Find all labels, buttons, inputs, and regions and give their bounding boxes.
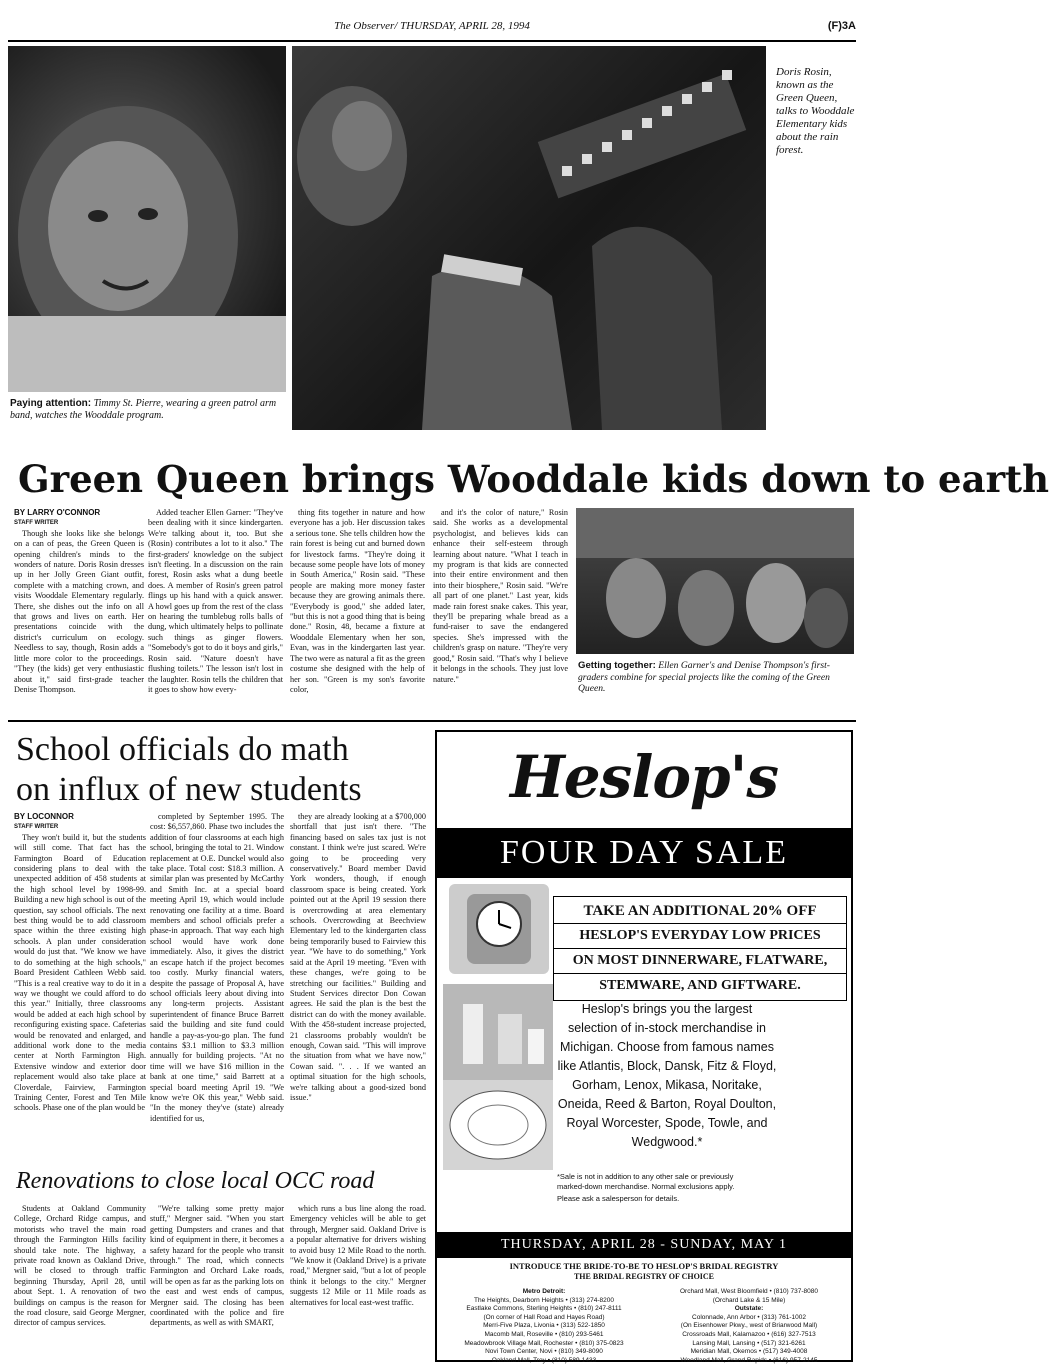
header-rule: [8, 40, 856, 42]
sale-dates-banner: THURSDAY, APRIL 28 - SUNDAY, MAY 1: [437, 1232, 851, 1258]
crystal-icon: [443, 984, 553, 1080]
store-line: Eastlake Commons, Sterling Heights • (810) 247-8111: [466, 1305, 622, 1313]
glassware-image: [443, 984, 553, 1080]
staff-label: STAFF WRITER: [14, 824, 59, 831]
caption-text: Timmy St. Pierre, wearing a green patrol arm band, watches the Wooddale program.: [10, 398, 277, 421]
green-queen-col-3: [290, 508, 425, 704]
clock-icon: [449, 884, 549, 974]
store-line: Novi Town Center, Novi • (810) 349-8090: [485, 1348, 603, 1356]
story-text: completed by September 1995. The cost: $6,557,860. Phase two includes the addition of four classrooms at each high school, bringing the total to 21. Window replacement at O.E. Dunckel would also take place. Total cost: $18.3 million. A similar plan was presented by McCarthy and Smith Inc. at a special board meeting April 19, which would include renovating one facility at a time. Board members and school officials prefer a phase-in approach. That way each high school would have work done immediately. Also, it gives the district an escape hatch if the project becomes too costly. Murky financial waters, despite the passage of Proposal A, have school officials leery about diving into any long-term projects. Assistant superintendent of finance Bruce Barrett said the building and site fund could handle a pay-as-you-go plan. The fund contains $3.1 million to $3.3 million annually for building projects. "At no time will we have $16 million in the bank at one time," said Barrett at a special board meeting April 19. "We know we're OK this year," Webb said. "In the money they've (state) already identified for us,: [150, 812, 284, 1123]
photo-timmy-art: [8, 46, 286, 392]
byline: BY LARRY O'CONNOR: [14, 508, 101, 517]
school-col-2: [150, 812, 284, 1162]
offer-line-4: STEMWARE, AND GIFTWARE.: [599, 978, 801, 993]
headline-line-1: School officials do math: [16, 731, 349, 768]
story-text: they are already looking at a $700,000 shortfall that just isn't there. "The financing based on sales tax just is not constant. I think we're just scared. We're going to be proceeding very conservatively." Board member David York wonders, though, if enough classroom space is being created. York pointed out at the April 19 session there is overcrowding at area elementary schools. Overcrowding at Beechview Elementary led to the kindergarten class being temporarily bused to Fairview this year. "We have to do something," York said at the April 19 meeting. "Even with these changes, we're going to be stretching our facilities." Building and Student Services director Don Cowan agrees. He said the plan is the best the district can do with the money available. With the 458-student increase projected, 21 classrooms probably wouldn't be enough, Cowan said. "This will improve the situation from what we have now," Cowan said. ". . . If we wanted an optimal situation for the high schools, we're talking about a good-sized bond issue.": [290, 812, 426, 1102]
photo-classroom-caption: [578, 660, 854, 695]
fine-print-2: Please ask a salesperson for details.: [557, 1194, 680, 1203]
sale-banner: FOUR DAY SALE: [437, 828, 851, 878]
caption-label: Getting together:: [578, 660, 656, 671]
green-queen-col-2: [148, 508, 283, 704]
ad-brand-logo: [437, 732, 851, 828]
photo-timmy-caption: [10, 398, 286, 422]
page-number: (F)3A: [827, 20, 856, 32]
ad-body-copy: Heslop's brings you the largest selection of in-stock merchandise in Michigan. Choose from famous names like Atlantis, Block, Dansk, Fitz & Floyd, Gorham, Lenox, Mikasa, Noritake, Oneida, Reed & Barton, Royal Doulton, Royal Worcester, Spode, Towle, and Wedgwood.*: [557, 1002, 777, 1149]
story-text: Added teacher Ellen Garner: "They've been dealing with it since kindergarten. We're talking about it, too. But she (Rosin) contributes a lot to it also." The first-graders' knowledge on the subject isn't fleeting. In a discussion on the rain forest, Rosin asks what a dung beetle does. A member of Rosin's green patrol flings up his hand with a quick answer. A howl goes up from the rest of the class on hearing the tumblebug rolls balls of dung, which ultimately helps to pollinate such things as ginger flowers. "Somebody's got to do it boys and girls," Rosin said. "Nature doesn't have flushing toilets." The lesson isn't lost in the laughter. Rosin tells the children that it goes to show how every-: [148, 508, 283, 694]
occ-col-3: [290, 1204, 426, 1362]
registry-banner: [437, 1261, 851, 1282]
store-line: Meridian Mall, Okemos • (517) 349-4008: [690, 1348, 808, 1356]
photo-green-queen: [292, 46, 766, 430]
page-header: [0, 20, 864, 40]
fine-print-1: *Sale is not in addition to any other sale or previously marked-down merchandise. Normal exclusions apply.: [557, 1172, 735, 1191]
store-line: (On Eisenhower Pkwy., west of Briarwood Mall): [680, 1322, 818, 1330]
story-text: "We're talking some pretty major stuff," Mergner said. "When you start getting Dumpsters and cranes and that kind of equipment in there, it becomes a safety hazard for the people who transit through." The road, which connects Farmington and Orchard Lake roads, will be open as far as the parking lots on the east and west ends of campus, Mergner said. The closing has been coordinated with the police and fire departments, as well as with SMART,: [150, 1204, 284, 1328]
store-line: Woodland Mall, Grand Rapids • (616) 957-2145: [680, 1356, 818, 1364]
offer-box: [553, 896, 847, 1001]
heslops-ad: [435, 730, 853, 1362]
store-line: The Heights, Dearborn Heights • (313) 274-8200: [474, 1296, 614, 1304]
store-line: Merri-Five Plaza, Livonia • (313) 522-1850: [483, 1322, 605, 1330]
green-queen-col-1: [14, 508, 144, 704]
story-text: Students at Oakland Community College, Orchard Ridge campus, and motorists who travel the main road through the Farmington Hills facility should take note. The highway, a private road known as Oakland Drive, will be closed to through traffic beginning Thursday, April 28, until about Sept. 1. A renovation of two buildings on campus is the reason for the road closure, said George Mergner, director of campus services.: [14, 1204, 146, 1328]
caption-label: Paying attention:: [10, 398, 92, 409]
photo-classroom: [576, 508, 854, 654]
outstate-heading: Outstate:: [734, 1305, 764, 1313]
store-line: Lansing Mall, Lansing • (517) 321-6261: [692, 1339, 806, 1347]
photo-timmy: [8, 46, 286, 392]
store-line: Crossroads Mall, Kalamazoo • (616) 327-7513: [682, 1330, 816, 1338]
store-line: Oakland Mall, Troy • (810) 589-1433: [491, 1356, 597, 1364]
store-line: (Orchard Lake & 15 Mile): [712, 1296, 786, 1304]
offer-line-1: TAKE AN ADDITIONAL 20% OFF: [554, 899, 846, 924]
headline-green-queen: Green Queen brings Wooddale kids down to earth: [18, 457, 1049, 501]
store-line: Orchard Mall, West Bloomfield • (810) 737-8080: [680, 1288, 818, 1295]
metro-heading: Metro Detroit:: [522, 1288, 566, 1295]
green-queen-col-4: [433, 508, 568, 704]
photo-green-queen-art: [292, 46, 766, 430]
occ-col-2: [150, 1204, 284, 1362]
section-rule: [8, 720, 856, 722]
headline-occ-road: Renovations to close local OCC road: [16, 1168, 375, 1194]
dinnerware-image: [443, 1080, 553, 1170]
registry-line-2: THE BRIDAL REGISTRY OF CHOICE: [573, 1272, 715, 1281]
headline-school-officials: [16, 730, 426, 810]
occ-col-1: [14, 1204, 146, 1362]
ad-fine-print: [557, 1172, 747, 1204]
byline: BY LOCONNOR: [14, 812, 74, 821]
store-list-metro: [441, 1288, 647, 1365]
story-text: They won't build it, but the students will still come. That fact has the Farmington Board of Education considering plans to deal with the unexpected addition of 458 students at the high school level by 1998-99. Building a new high school is out of the question, say school officials. The next best thing would be to add classroom space within the three existing high schools. A plan under consideration would do just that. "We know we have to do something at the high schools," Board President Cathleen Webb said. "This is a real creative way to do it in a way we thought we could afford to do this year." Initially, three classrooms would be added at each high school by reconfiguring existing space. Cafeterias would be renovated and enlarged, and additional work done to the media center at North Farmington High. Extensive window and exterior door replacement would also take place at Cloverdale, Fairview, Farmington Training Center, Forest and Ten Mile schools. Phase one of the plan would be: [14, 832, 146, 1113]
store-line: Colonnade, Ann Arbor • (313) 761-1002: [692, 1313, 806, 1321]
photo-queen-caption: [776, 66, 856, 157]
staff-label: STAFF WRITER: [14, 520, 59, 527]
caption-right-text: Doris Rosin, known as the Green Queen, talks to Wooddale Elementary kids about the rain forest.: [776, 66, 855, 156]
offer-line-3: ON MOST DINNERWARE, FLATWARE,: [554, 949, 846, 974]
store-line: Macomb Mall, Roseville • (810) 293-5461: [484, 1330, 604, 1338]
school-col-1: [14, 812, 146, 1162]
school-col-3: [290, 812, 426, 1162]
registry-line-1: INTRODUCE THE BRIDE-TO-BE TO HESLOP'S BRIDAL REGISTRY: [509, 1261, 779, 1271]
story-text: and it's the color of nature," Rosin said. She works as a developmental psychologist, and believes kids can enhance their self-esteem through learning about nature. "What I teach in my program is that kids are connected into their entire environment and then into their biosphere," Rosin said. "We're all part of one planet." Last year, kids made rain forest snake cakes. This year, they'll be preparing whale bread as a fund-raiser to save the endangered species. She's impressed with the children's grasp on nature. "They're very good," Rosin said. "That's why I believe it belongs in the schools. They just love nature.": [433, 508, 568, 684]
store-line: (On corner of Hall Road and Hayes Road): [483, 1313, 605, 1321]
story-text: thing fits together in nature and how everyone has a job. Her discussion takes a serious tone. She tells children how the rain forest is being cut and burned down for livestock farms. "They're doing it because some people have lots of money in South America," Rosin said. "These people are making more money faster because they are growing animals there. "Everybody is good," she added later, "but this is not a good thing that is being done." Rosin, 48, became a fixture at Wooddale Elementary when her son, Evan, was in the kindergarten last year. The two were as natural a fit as the green costume she designed with the help of her son. "Green is my son's favorite color,: [290, 508, 425, 694]
folio-line: The Observer/ THURSDAY, APRIL 28, 1994: [334, 20, 530, 32]
offer-line-2: HESLOP'S EVERYDAY LOW PRICES: [554, 924, 846, 949]
story-text: which runs a bus line along the road. Emergency vehicles will be able to get through, Mergner said. Oakland Drive is a popular alternative for drivers wishing to avoid busy 12 Mile Road to the north. "We know it (Oakland Drive) is a private road," Mergner said, "but a lot of people think it belongs to the city." Mergner suggests 12 Mile or 11 Mile roads as alternatives for local east-west traffic.: [290, 1204, 426, 1307]
headline-line-2: on influx of new students: [16, 771, 362, 808]
caption-text: Ellen Garner's and Denise Thompson's first-graders combine for special projects like the coming of the Green Queen.: [578, 660, 830, 694]
store-line: Meadowbrook Village Mall, Rochester • (810) 375-0823: [464, 1339, 624, 1347]
store-list-outstate: [649, 1288, 849, 1365]
photo-classroom-art: [576, 508, 854, 654]
plate-icon: [443, 1080, 553, 1170]
story-text: Though she looks like she belongs on a can of peas, the Green Queen is opening children's minds to the wonders of nature. Doris Rosin dresses up in her Jolly Green Giant outfit, complete with a matching crown, and visits Wooddale Elementary regularly. There, she dishes out the info on all that grows and lives on earth. Her presentations coincide with the district's curriculum on ecology. Needless to say, though, Rosin adds a little more color to the proceedings. "They (the kids) get very enthusiastic about it," said first-grade teacher Denise Thompson.: [14, 528, 144, 694]
brand-name: Heslop's: [509, 743, 779, 811]
clock-image: [449, 884, 549, 974]
